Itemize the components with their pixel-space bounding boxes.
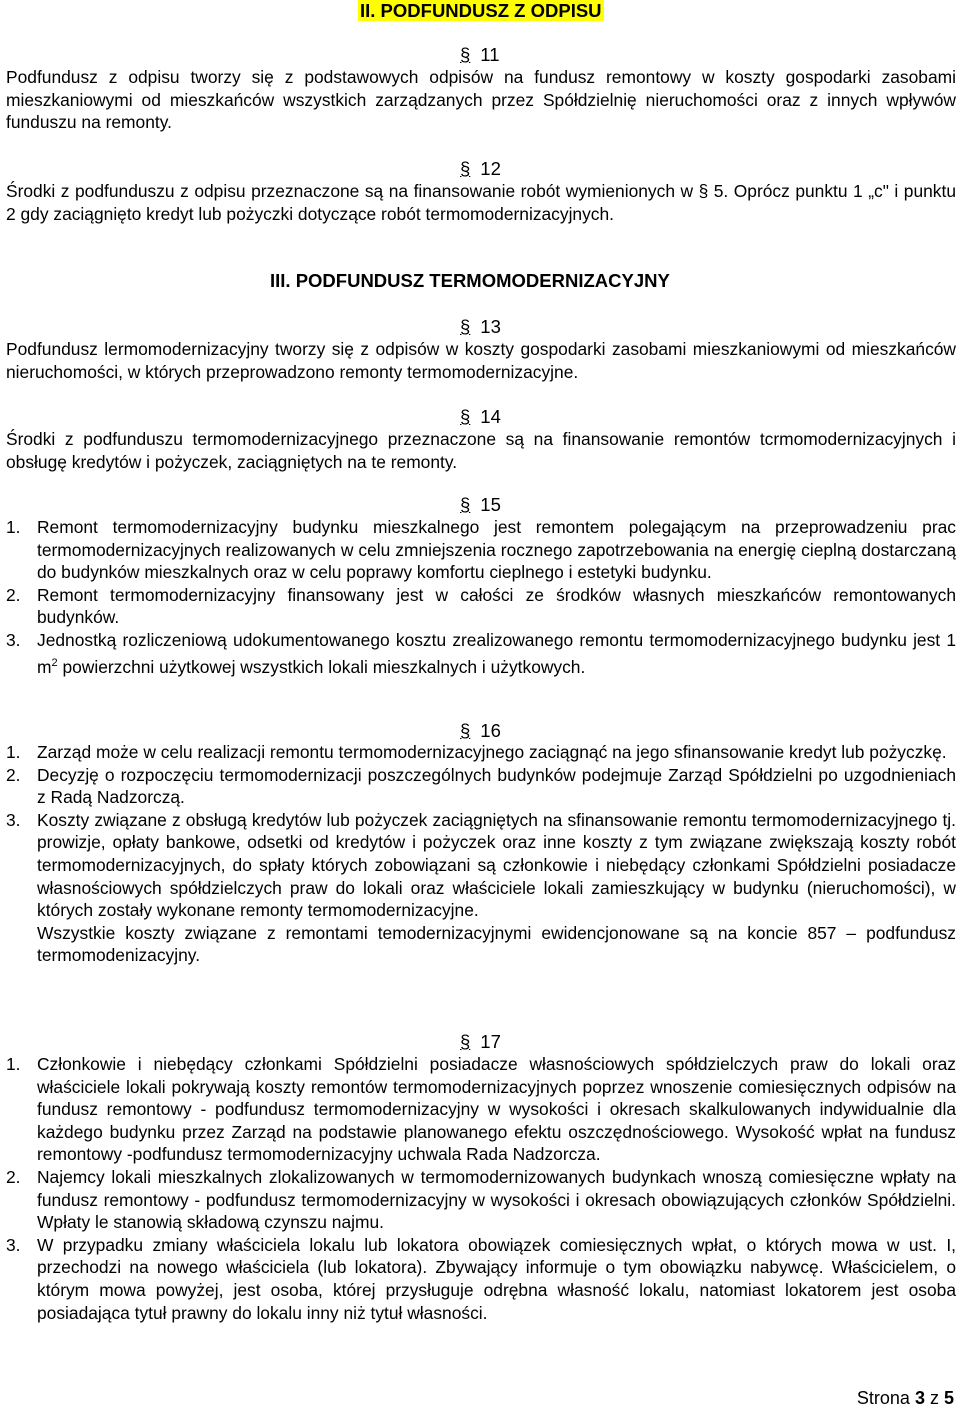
paragraph-16-continuation: Wszystkie koszty związane z remontami temodernizacyjnymi ewidencjonowane są na koncie 857 – podfundusz termomodenizacyjny. bbox=[37, 922, 956, 966]
paragraph-16-list bbox=[6, 741, 956, 967]
section-mark: § bbox=[460, 44, 471, 65]
list-item: 1. Zarząd może w celu realizacji remontu termomodernizacyjnego zaciągnąć na jego sfinansowanie kredyt lub pożyczkę. bbox=[6, 742, 947, 762]
current-page-number: 3 bbox=[914, 1388, 925, 1408]
paragraph-11-text: Podfundusz z odpisu tworzy się z podstawowych odpisów na fundusz remontowy w koszty gospodarki zasobami mieszkaniowymi od mieszkańców wszystkich zarządzanych przez Spółdzielnię nieruchomości oraz z innych wpływów funduszu na remonty. bbox=[6, 67, 956, 133]
paragraph-number-12: § 12 bbox=[460, 158, 501, 179]
paragraph-number-14: § 14 bbox=[460, 406, 501, 427]
list-item: 2. Decyzję o rozpoczęciu termomodernizacji poszczególnych budynków podejmuje Zarząd Spółdzielni po uzgodnieniach z Radą Nadzorczą. bbox=[6, 764, 956, 808]
list-item: 2. Remont termomodernizacyjny finansowany jest w całości ze środków własnych mieszkańców remontowanych budynków. bbox=[6, 584, 956, 628]
paragraph-number-13: § 13 bbox=[460, 316, 501, 337]
section-heading-iii: III. PODFUNDUSZ TERMOMODERNIZACYJNY bbox=[270, 270, 670, 291]
section-mark: § bbox=[460, 406, 471, 427]
list-item: 1. Członkowie i niebędący członkami Spółdzielni posiadacze własnościowych spółdzielczych praw do lokali oraz właściciele lokali pokrywają koszty remontów termomodernizacyjnych poprzez wnoszenie comiesięcznych odpisów na fundusz remontowy - podfundusz termomodernizacyjny w wysokości i okresach skalkulowanych indywidualnie dla każdego budynku przez Zarząd na podstawie planowanego efektu oszczędnościowego. Wysokość wpłat na fundusz remontowy -podfundusz termomodernizacyjny uchwala Rada Nadzorcza. bbox=[6, 1054, 956, 1165]
section-heading-ii: II. PODFUNDUSZ Z ODPISU bbox=[360, 0, 602, 21]
list-item: 1. Remont termomodernizacyjny budynku mieszkalnego jest remontem polegającym na przeprowadzeniu prac termomodernizacyjnych realizowanych w celu zmniejszenia rocznego zapotrzebowania na energię cieplną dostarczaną do budynków mieszkalnych oraz w celu poprawy komfortu cieplnego i estetyki budynku. bbox=[6, 517, 956, 583]
superscript: 2 bbox=[51, 656, 58, 669]
list-item: 3. W przypadku zmiany właściciela lokalu lub lokatora obowiązek comiesięcznych wpłat, o których mowa w ust. I, przechodzi na nowego właściciela (lub lokatora). Zbywający informuje o tym obowiązku nabywcę. Właścicielem, o którym mowa powyżej, jest osoba, której przysługuje odrębna własność lokalu, natomiast lokatorem jest osoba posiadająca tytuł prawny do lokalu inny niż tytuł własności. bbox=[6, 1234, 956, 1323]
paragraph-number-17: § 17 bbox=[460, 1031, 501, 1052]
list-item: 2. Najemcy lokali mieszkalnych zlokalizowanych w termomodernizowanych budynkach wnoszą comiesięczne wpłaty na fundusz remontowy - podfundusz termomodernizacyjny w wysokości i okresach obowiązujących członków Spółdzielni. Wpłaty le stanowią składową czynszu najmu. bbox=[6, 1166, 956, 1233]
list-item: 3. Jednostką rozliczeniową udokumentowanego kosztu zrealizowanego remontu termomodernizacyjnego budynku jest 1 $m^2$ powierzchni użytkowej wszystkich lokali mieszkalnych i użytkowych. bbox=[6, 629, 956, 677]
section-mark: § bbox=[460, 720, 471, 741]
paragraph-15-list bbox=[6, 516, 956, 678]
paragraph-13-text: Podfundusz lermomodernizacyjny tworzy się z odpisów w koszty gospodarki zasobami mieszkaniowymi od mieszkańców nieruchomości, w których przeprowadzono remonty termomodernizacyjne. bbox=[6, 339, 956, 382]
section-mark: § bbox=[460, 316, 471, 337]
section-mark: § bbox=[460, 1031, 471, 1052]
paragraph-17-list bbox=[6, 1053, 956, 1324]
total-pages: 5 bbox=[943, 1388, 954, 1408]
paragraph-number-16: § 16 bbox=[460, 720, 501, 741]
page-footer: Strona 3 z 5 bbox=[856, 1388, 954, 1408]
section-mark: § bbox=[460, 494, 471, 515]
paragraph-number-11: § 11 bbox=[460, 44, 500, 65]
section-mark: § bbox=[460, 158, 471, 179]
paragraph-12-text: Środki z podfunduszu z odpisu przeznaczone są na finansowanie robót wymienionych w § 5. Oprócz punktu 1 „c" i punktu 2 gdy zaciągnięto kredyt lub pożyczki dotyczące robót termomodernizacyjnych. bbox=[6, 181, 956, 224]
paragraph-number-15: § 15 bbox=[460, 494, 501, 515]
paragraph-14-text: Środki z podfunduszu termomodernizacyjnego przeznaczone są na finansowanie remontów tcrmomodernizacyjnych i obsługę kredytów i pożyczek, zaciągniętych na te remonty. bbox=[6, 429, 956, 472]
list-item: 3. Koszty związane z obsługą kredytów lub pożyczek zaciągniętych na sfinansowanie remontu termomodernizacyjnego tj. prowizje, opłaty bankowe, odsetki od kredytów i pożyczek oraz inne koszty z tym związane zwiększają koszty robót termomodernizacyjnych, do spłaty których zobowiązani są członkowie i niebędący członkami Spółdzielni posiadacze własnościowych spółdzielczych praw do lokali oraz właściciele lokali zamieszkujący w budynku (nieruchomości), w których zostały wykonane remonty termomodernizacyjne. bbox=[6, 809, 956, 921]
